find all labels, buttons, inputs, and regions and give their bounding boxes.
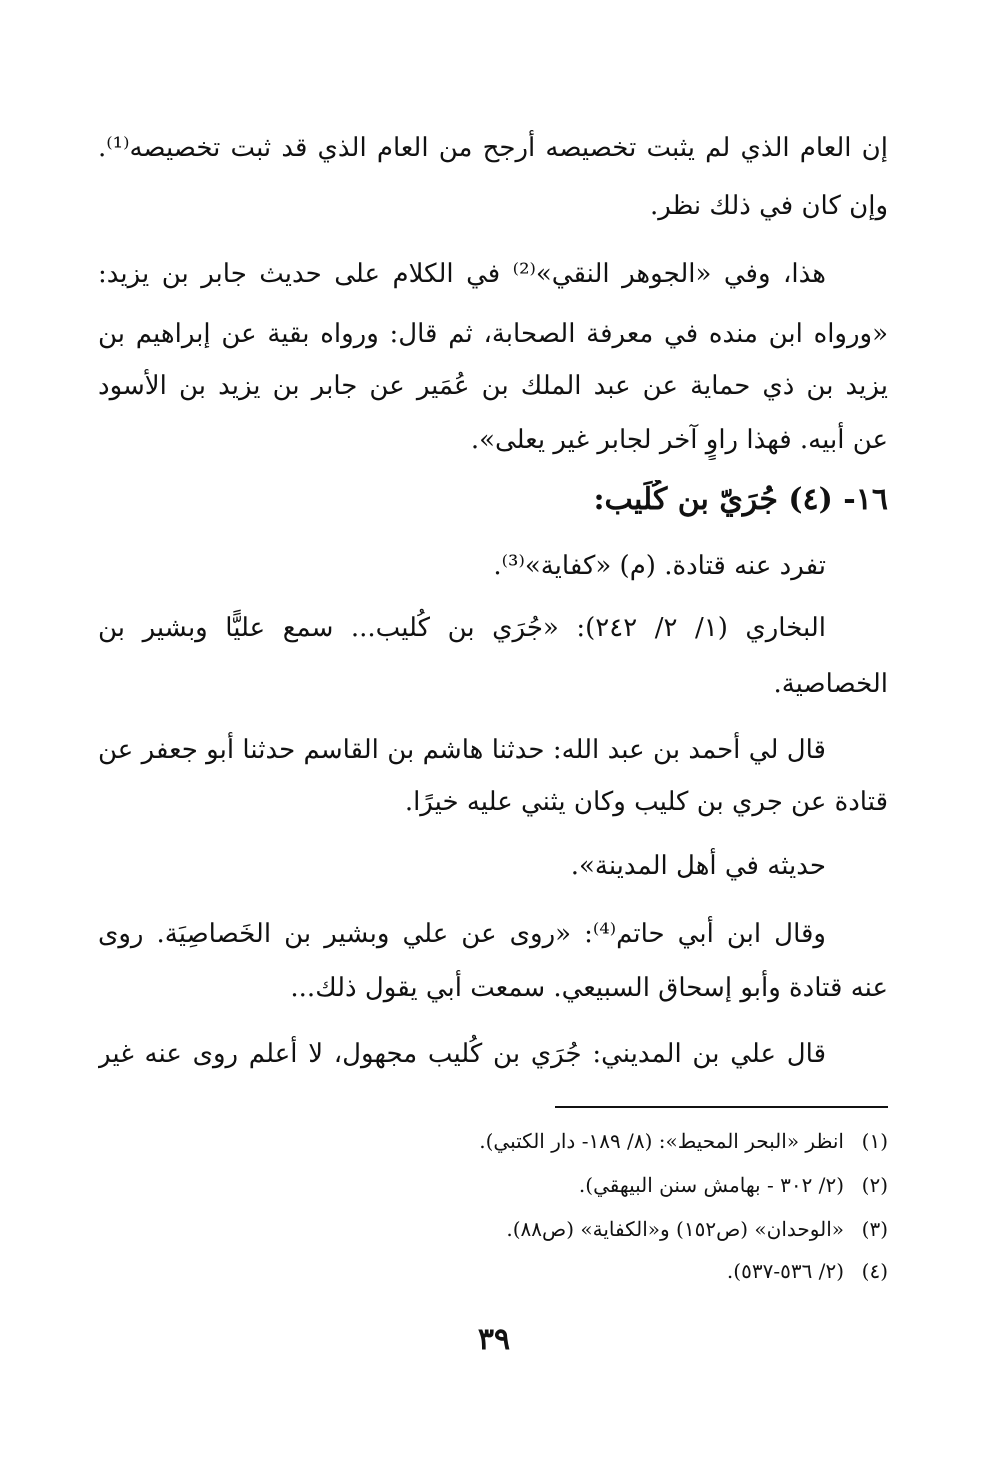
body-line: «ورواه ابن منده في معرفة الصحابة، ثم قال: ورواه بقية عن إبراهيم بن [98,319,888,349]
footnote [98,1214,888,1244]
footnote-number: (٤) [861,1259,888,1283]
body-line: يزيد بن ذي حماية عن عبد الملك بن عُمَير عن جابر بن يزيد بن الأسود [98,371,888,401]
body-line: البخاري (١/ ٢/ ٢٤٢): «جُرَي بن كُليب... سمع عليًّا وبشير بن [98,613,826,643]
footnote-text: «الوحدان» (ص١٥٢) و«الكفاية» (ص٨٨). [506,1217,844,1241]
body-line: الخصاصية. [773,669,888,699]
body-line: عن أبيه. فهذا راوٍ آخر لجابر غير يعلى». [470,425,888,455]
footnote-divider [555,1106,888,1108]
body-line: قال لي أحمد بن عبد الله: حدثنا هاشم بن القاسم حدثنا أبو جعفر عن [98,735,826,765]
footnote-text: (٢/ ٣٠٢ - بهامش سنن البيهقي). [578,1173,844,1197]
body-line: قتادة عن جري بن كليب وكان يثني عليه خيرًا. [404,787,888,817]
body-line: وإن كان في ذلك نظر. [649,191,888,221]
body-line: وقال ابن أبي حاتم⁽⁴⁾: «روى عن علي وبشير بن الخَصاصِيَة. روى [98,919,826,949]
body-line: حديثه في أهل المدينة». [570,851,826,881]
body-line: هذا، وفي «الجوهر النقي»⁽²⁾ في الكلام على حديث جابر بن يزيد: [98,259,826,289]
footnote [98,1256,888,1286]
footnote-number: (٣) [861,1217,888,1241]
footnote [98,1170,888,1200]
body-line: إن العام الذي لم يثبت تخصيصه أرجح من العام الذي قد ثبت تخصيصه⁽¹⁾. [98,133,888,163]
footnote-text: (٢/ ٥٣٦-٥٣٧). [726,1259,844,1283]
page-number: ٣٩ [477,1322,511,1357]
entry-heading: ١٦- (٤) جُرَيّ بن كُلَيب: [593,482,888,517]
footnote-number: (١) [861,1129,888,1153]
footnote-text: انظر «البحر المحيط»: (٨/ ١٨٩- دار الكتبي). [479,1129,844,1153]
footnote-number: (٢) [861,1173,888,1197]
footnote [98,1126,888,1156]
body-line: قال علي بن المديني: جُرَي بن كُليب مجهول، لا أعلم روى عنه غير [98,1039,826,1069]
body-line: تفرد عنه قتادة. (م) «كفاية»⁽³⁾. [493,551,826,581]
body-line: عنه قتادة وأبو إسحاق السبيعي. سمعت أبي يقول ذلك... [290,973,888,1003]
